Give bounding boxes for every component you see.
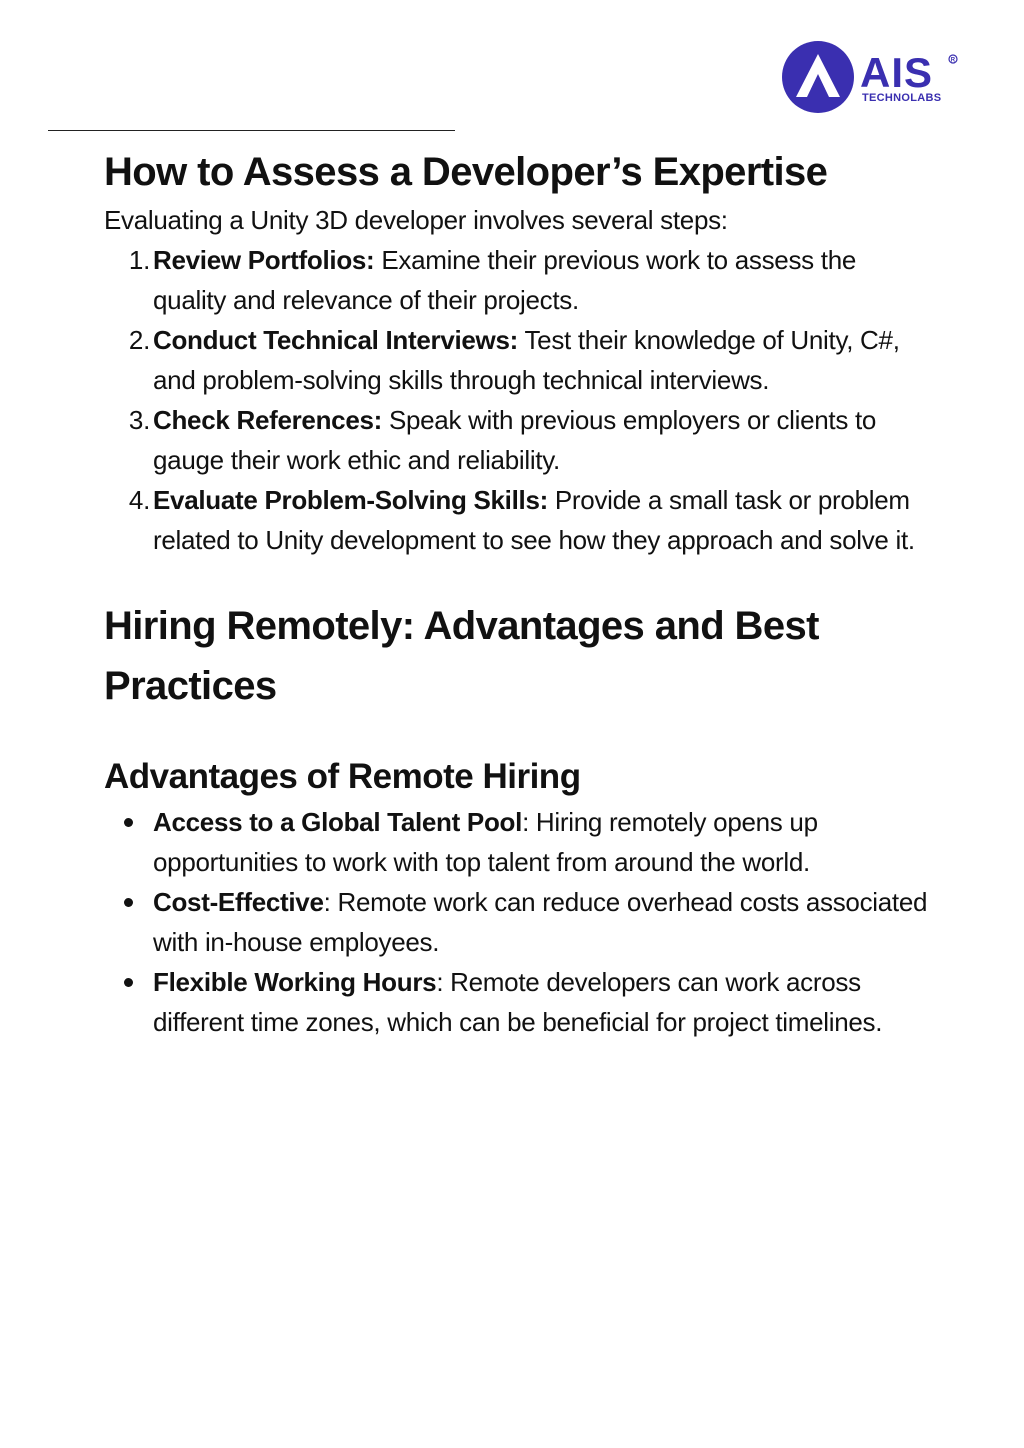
step-item [104,480,934,560]
step-label: Conduct Technical Interviews: [153,325,518,355]
section-title-assess: How to Assess a Developer’s Expertise [104,150,828,194]
advantage-label: Flexible Working Hours [153,967,437,997]
step-number: 3. [128,405,150,435]
advantage-item [104,802,934,882]
step-number: 4. [128,485,150,515]
step-item [104,240,934,320]
header-divider [48,130,455,131]
ais-technolabs-logo [782,40,962,114]
step-text: Provide a small task or problem related to Unity development to see how they approach and solve it. [153,485,915,555]
section-title-remote: Hiring Remotely: Advantages and Best Practices [104,604,819,708]
step-label: Review Portfolios: [153,245,375,275]
step-label: Check References: [153,405,383,435]
step-text: Test their knowledge of Unity, C#, and problem-solving skills through technical interviews. [153,325,900,395]
step-label: Evaluate Problem-Solving Skills: [153,485,548,515]
step-number: 1. [128,245,150,275]
bullet-icon [124,978,133,987]
step-number: 2. [128,325,150,355]
bullet-icon [124,818,133,827]
advantage-item [104,962,934,1042]
svg-text:AIS: AIS [860,49,934,96]
advantage-label: Cost-Effective [153,887,324,917]
step-item [104,400,934,480]
advantage-text: : Remote work can reduce overhead costs associated with in-house employees. [153,887,928,957]
advantage-text: : Hiring remotely opens up opportunities to work with top talent from around the world. [153,807,818,877]
subheading-advantages: Advantages of Remote Hiring [104,757,581,796]
advantages-list [104,802,934,1042]
bullet-icon [124,898,133,907]
step-text: Examine their previous work to assess the quality and relevance of their projects. [153,245,857,315]
section-intro: Evaluating a Unity 3D developer involves several steps: [104,205,728,235]
advantage-label: Access to a Global Talent Pool [153,807,523,837]
advantage-item [104,882,934,962]
svg-text:R: R [950,57,956,64]
svg-text:TECHNOLABS: TECHNOLABS [862,92,942,104]
step-item [104,320,934,400]
step-text: Speak with previous employers or clients to gauge their work ethic and reliability. [153,405,877,475]
steps-list [104,240,934,560]
advantage-text: : Remote developers can work across different time zones, which can be beneficial for project timelines. [153,967,883,1037]
document-body [104,144,934,1042]
